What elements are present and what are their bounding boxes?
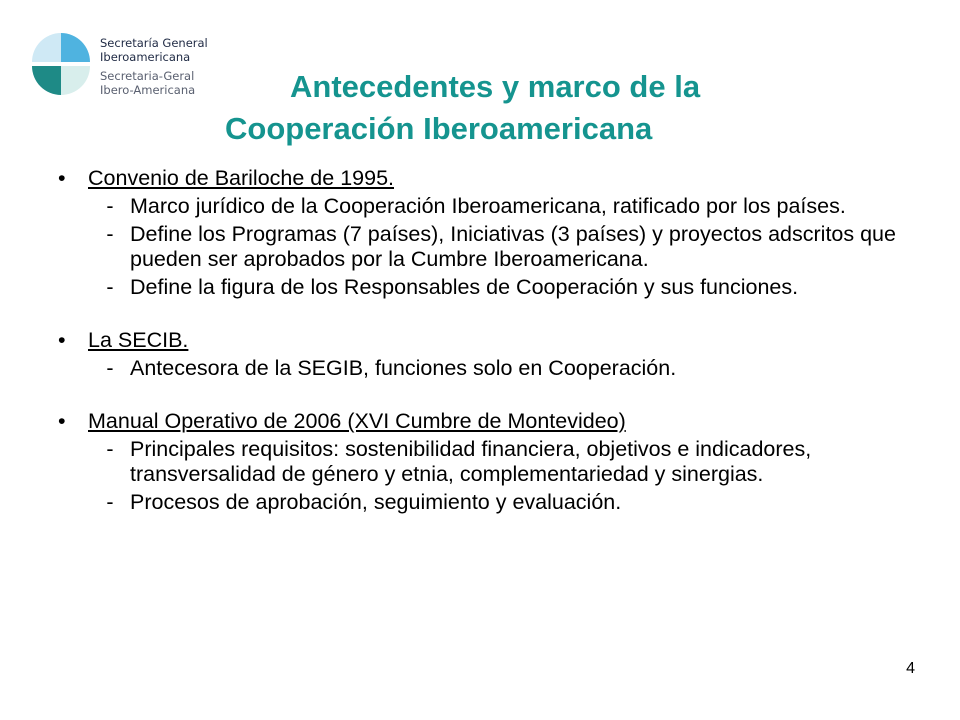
dash-icon: - <box>106 275 114 299</box>
bullet-icon: • <box>58 409 66 433</box>
sub-item <box>58 437 918 487</box>
logo-line-1: Secretaría General <box>100 36 208 50</box>
bullet-icon: • <box>58 328 66 352</box>
section-bullet <box>58 409 918 434</box>
logo-line-2: Iberoamericana <box>100 50 191 64</box>
dash-icon: - <box>106 222 114 246</box>
dash-icon: - <box>106 194 114 218</box>
section-gap <box>58 300 918 328</box>
sub-item-text: Principales requisitos: sostenibilidad financiera, objetivos e indicadores, transversalidad de género y etnia, complementariedad y sinergias. <box>130 437 812 486</box>
section-heading: La SECIB. <box>88 328 189 352</box>
title-line-1: Antecedentes y marco de la <box>290 69 701 104</box>
page-number: 4 <box>906 660 915 677</box>
logo-line-3: Secretaria-Geral <box>100 69 195 83</box>
logo-line-4: Ibero-Americana <box>100 83 196 97</box>
dash-icon: - <box>106 490 114 514</box>
section-heading: Manual Operativo de 2006 (XVI Cumbre de Montevideo) <box>88 409 626 433</box>
dash-icon: - <box>106 356 114 380</box>
dash-icon: - <box>106 437 114 461</box>
sub-item <box>58 194 918 219</box>
sub-item-text: Antecesora de la SEGIB, funciones solo en Cooperación. <box>130 356 677 380</box>
sub-item <box>58 490 918 515</box>
sub-item-text: Procesos de aprobación, seguimiento y evaluación. <box>130 490 622 514</box>
sub-item <box>58 356 918 381</box>
section-heading: Convenio de Bariloche de 1995. <box>88 166 394 190</box>
sub-item-text: Define los Programas (7 países), Iniciativas (3 países) y proyectos adscritos que pueden ser aprobados por la Cumbre Iberoamericana. <box>130 222 896 271</box>
title-line-2: Cooperación Iberoamericana <box>225 111 653 146</box>
section-gap <box>58 381 918 409</box>
slide-title <box>0 66 960 150</box>
sub-item <box>58 275 918 300</box>
section-bullet <box>58 166 918 191</box>
slide-content <box>58 166 918 515</box>
sub-item-text: Marco jurídico de la Cooperación Iberoamericana, ratificado por los países. <box>130 194 846 218</box>
sub-item <box>58 222 918 272</box>
section-bullet <box>58 328 918 353</box>
bullet-icon: • <box>58 166 66 190</box>
sub-item-text: Define la figura de los Responsables de Cooperación y sus funciones. <box>130 275 799 299</box>
